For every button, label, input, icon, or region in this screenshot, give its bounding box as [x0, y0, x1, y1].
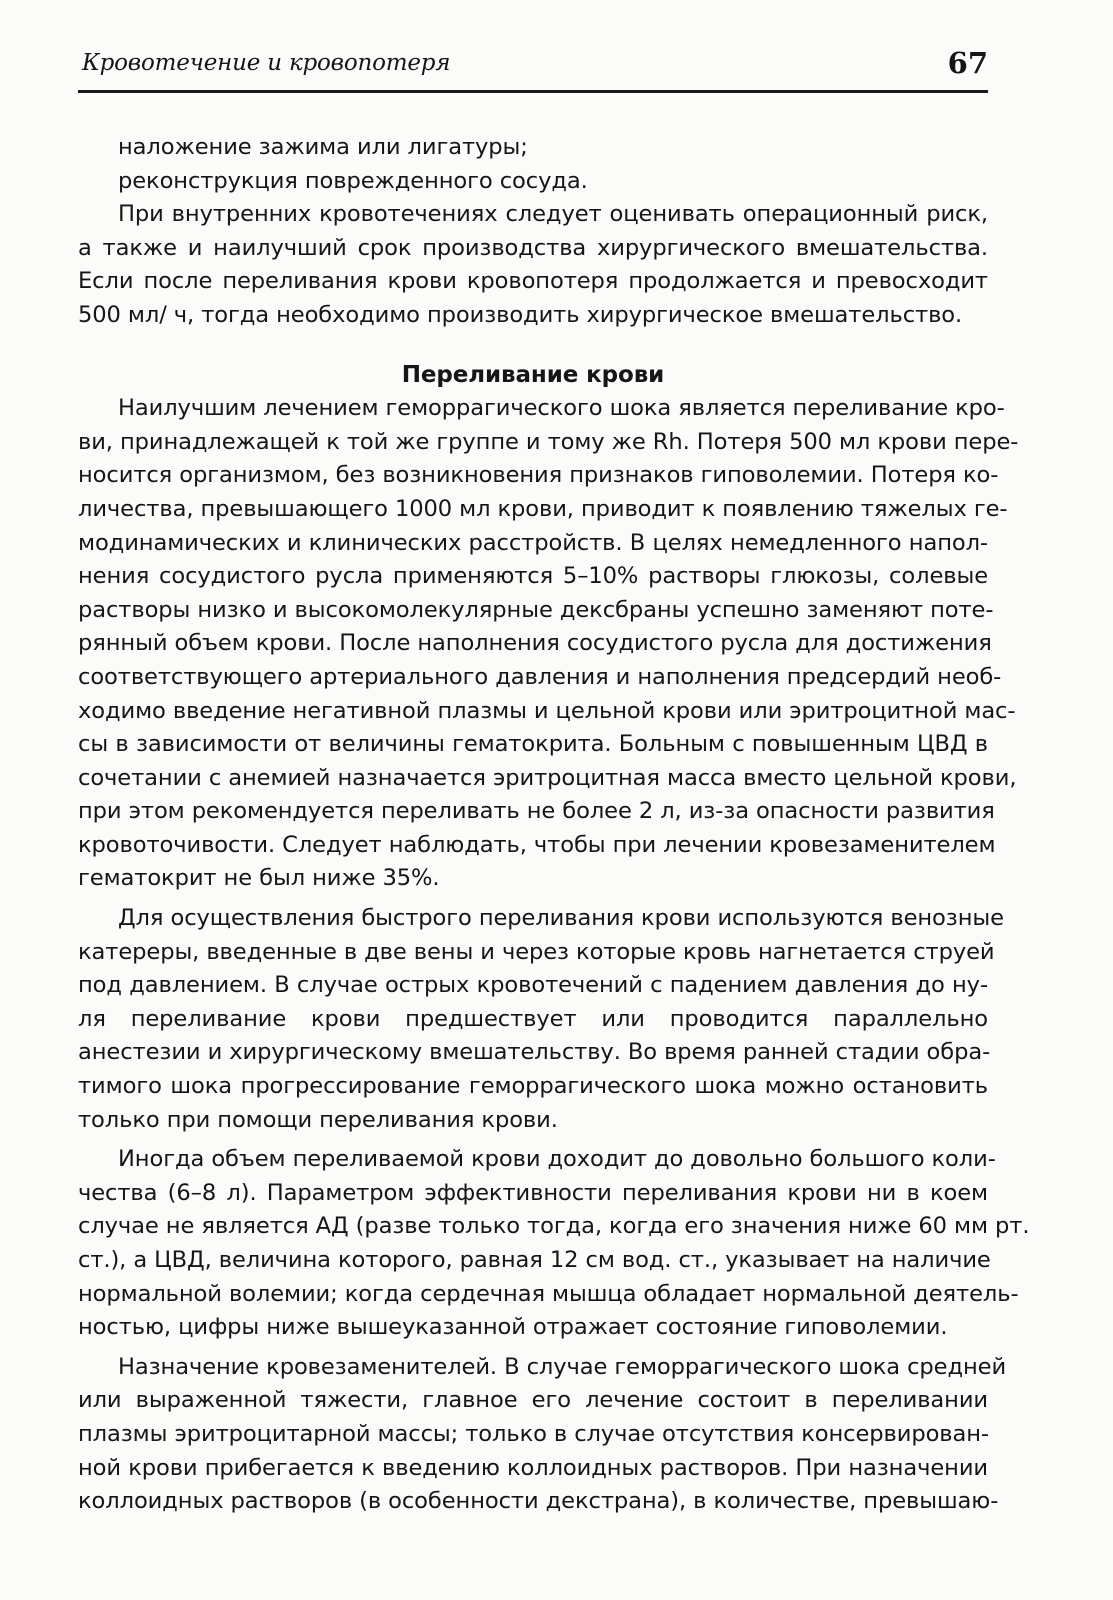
text-line: или выраженной тяжести, главное его лечение состоит в переливании	[78, 1387, 988, 1414]
text-line: нения сосудистого русла применяются 5–10% растворы глюкозы, солевые	[78, 563, 988, 590]
paragraph-5	[78, 1351, 1007, 1519]
text-line: нормальной волемии; когда сердечная мышца обладает нормальной деятель-	[78, 1280, 1019, 1307]
text-line: а также и наилучший срок производства хирургического вмешательства.	[78, 234, 988, 261]
text-line: модинамических и клинических расстройств. В целях немедленного напол-	[78, 529, 988, 556]
text-line: 500 мл/ ч, тогда необходимо производить хирургическое вмешательство.	[78, 301, 963, 328]
paragraph-1	[78, 198, 988, 332]
paragraph-3	[78, 902, 1004, 1137]
text-line: ви, принадлежащей к той же группе и тому же Rh. Потеря 500 мл крови пере-	[78, 428, 1019, 455]
text-line: анестезии и хирургическому вмешательству. Во время ранней стадии обра-	[78, 1039, 991, 1066]
section-heading: Переливание крови	[401, 361, 665, 388]
text-line: только при помощи переливания крови.	[78, 1106, 558, 1133]
text-line: Для осуществления быстрого переливания крови используются венозные	[118, 905, 1004, 932]
text-line: кровоточивости. Следует наблюдать, чтобы при лечении кровезаменителем	[78, 831, 996, 858]
text-line: при этом рекомендуется переливать не более 2 л, из-за опасности развития	[78, 798, 995, 825]
text-line: сы в зависимости от величины гематокрита. Больным с повышенным ЦВД в	[78, 731, 988, 758]
text-line: ной крови прибегается к введению коллоидных растворов. При назначении	[78, 1454, 988, 1481]
text-line: рянный объем крови. После наполнения сосудистого русла для достижения	[78, 630, 992, 657]
intro-list	[78, 131, 988, 198]
text-line: чества (6–8 л). Параметром эффективности переливания крови ни в коем	[78, 1179, 988, 1206]
book-page	[78, 40, 1030, 1519]
text-line: Наилучшим лечением геморрагического шока является переливание кро-	[118, 395, 1005, 422]
text-line: ля переливание крови предшествует или проводится параллельно	[78, 1005, 988, 1032]
body-text	[78, 131, 1030, 1519]
paragraph-4	[78, 1143, 1030, 1345]
text-line: Если после переливания крови кровопотеря продолжается и превосходит	[78, 268, 988, 295]
text-line: под давлением. В случае острых кровотечений с падением давления до ну-	[78, 972, 988, 999]
running-title: Кровотечение и кровопотеря	[82, 50, 451, 76]
text-line: Иногда объем переливаемой крови доходит до довольно большого коли-	[118, 1146, 996, 1173]
text-line: гематокрит не был ниже 35%.	[78, 865, 440, 892]
paragraph-2	[78, 392, 1019, 896]
text-line: растворы низко и высокомолекулярные дексбраны успешно заменяют поте-	[78, 596, 994, 623]
text-line: случае не является АД (разве только тогда, когда его значения ниже 60 мм рт.	[78, 1213, 1030, 1240]
text-line: наложение зажима или лигатуры;	[118, 134, 528, 160]
text-line: тимого шока прогрессирование геморрагического шока можно остановить	[78, 1073, 988, 1100]
page-number: 67	[947, 46, 988, 80]
text-line: носится организмом, без возникновения признаков гиповолемии. Потеря ко-	[78, 462, 999, 489]
text-line: ст.), а ЦВД, величина которого, равная 12 см вод. ст., указывает на наличие	[78, 1247, 991, 1273]
running-header	[78, 40, 988, 93]
text-line: Назначение кровезаменителей. В случае геморрагического шока средней	[118, 1353, 1007, 1380]
text-line: личества, превышающего 1000 мл крови, приводит к появлению тяжелых ге-	[78, 495, 1008, 522]
text-line: ностью, цифры ниже вышеуказанной отражает состояние гиповолемии.	[78, 1314, 948, 1341]
text-line: плазмы эритроцитарной массы; только в случае отсутствия консервирован-	[78, 1420, 989, 1447]
text-line: сочетании с анемией назначается эритроцитная масса вместо цельной крови,	[78, 764, 1017, 791]
text-line: соответствующего артериального давления и наполнения предсердий необ-	[78, 663, 1002, 690]
text-line: катереры, введенные в две вены и через которые кровь нагнетается струей	[78, 938, 995, 965]
text-line: коллоидных растворов (в особенности декстрана), в количестве, превышаю-	[78, 1488, 999, 1515]
text-line: При внутренних кровотечениях следует оценивать операционный риск,	[118, 201, 988, 228]
text-line: реконструкция поврежденного сосуда.	[118, 167, 588, 194]
text-line: ходимо введение негативной плазмы и цельной крови или эритроцитной мас-	[78, 697, 1016, 724]
